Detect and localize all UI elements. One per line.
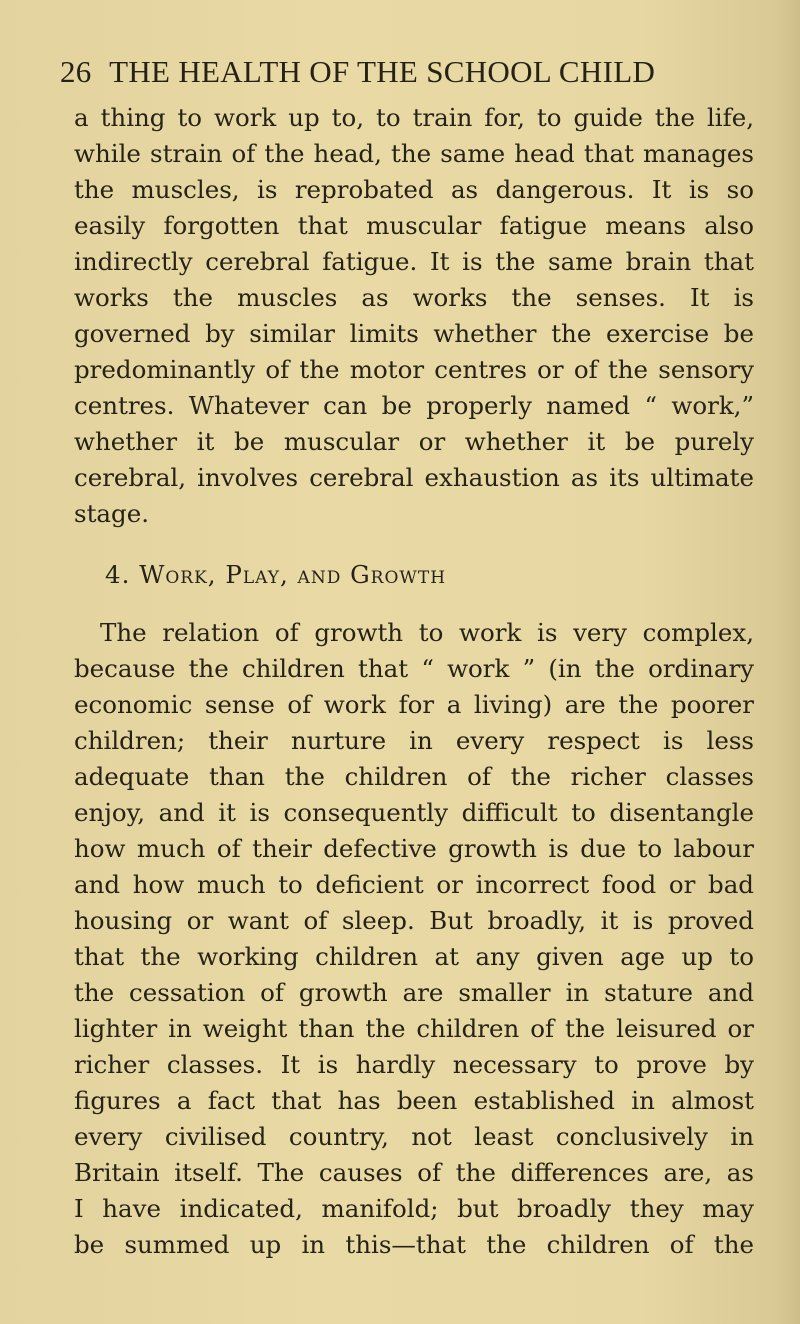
text-line: how much of their defective growth is due to labour [74,834,754,863]
running-header [60,52,760,92]
text-line: children; their nurture in every respect is less [74,726,754,755]
section-heading [105,555,446,595]
text-line: enjoy, and it is consequently difficult to disentangle [74,798,754,827]
text-line: indirectly cerebral fatigue. It is the same brain that [74,247,754,276]
text-line: because the children that “ work ” (in the ordinary [74,654,754,683]
text-line: adequate than the children of the richer classes [74,762,754,791]
text-line: economic sense of work for a living) are the poorer [74,690,754,719]
text-line: a thing to work up to, to train for, to guide the life, [74,103,754,132]
text-line: every civilised country, not least conclusively in [74,1122,754,1151]
text-line: whether it be muscular or whether it be purely [74,427,754,456]
text-line: lighter in weight than the children of the leisured or [74,1014,754,1043]
text-line: housing or want of sleep. But broadly, it is proved [74,906,754,935]
section-title: Work, Play, and Growth [139,560,447,589]
text-line: that the working children at any given age up to [74,942,754,971]
text-line: while strain of the head, the same head that manages [74,139,754,168]
text-line: and how much to deficient or incorrect food or bad [74,870,754,899]
text-line: cerebral, involves cerebral exhaustion as its ultimate [74,463,754,492]
text-line: stage. [74,499,149,528]
text-line: I have indicated, manifold; but broadly they may [74,1194,754,1223]
text-line: predominantly of the motor centres or of the sensory [74,355,754,384]
text-line: richer classes. It is hardly necessary to prove by [74,1050,754,1079]
text-line: works the muscles as works the senses. It is [74,283,754,312]
section-number: 4. [105,560,131,589]
text-line: the muscles, is reprobated as dangerous. It is so [74,175,754,204]
text-line: the cessation of growth are smaller in stature and [74,978,754,1007]
text-line: governed by similar limits whether the exercise be [74,319,754,348]
running-title: THE HEALTH OF THE SCHOOL CHILD [109,54,656,89]
text-line: figures a fact that has been established in almost [74,1086,754,1115]
page-number: 26 [60,54,92,89]
text-line: The relation of growth to work is very complex, [100,618,754,647]
text-line: Britain itself. The causes of the differences are, as [74,1158,754,1187]
text-line: easily forgotten that muscular fatigue means also [74,211,754,240]
text-line: centres. Whatever can be properly named “ work,” [74,391,754,420]
text-line: be summed up in this—that the children of the [74,1230,754,1259]
